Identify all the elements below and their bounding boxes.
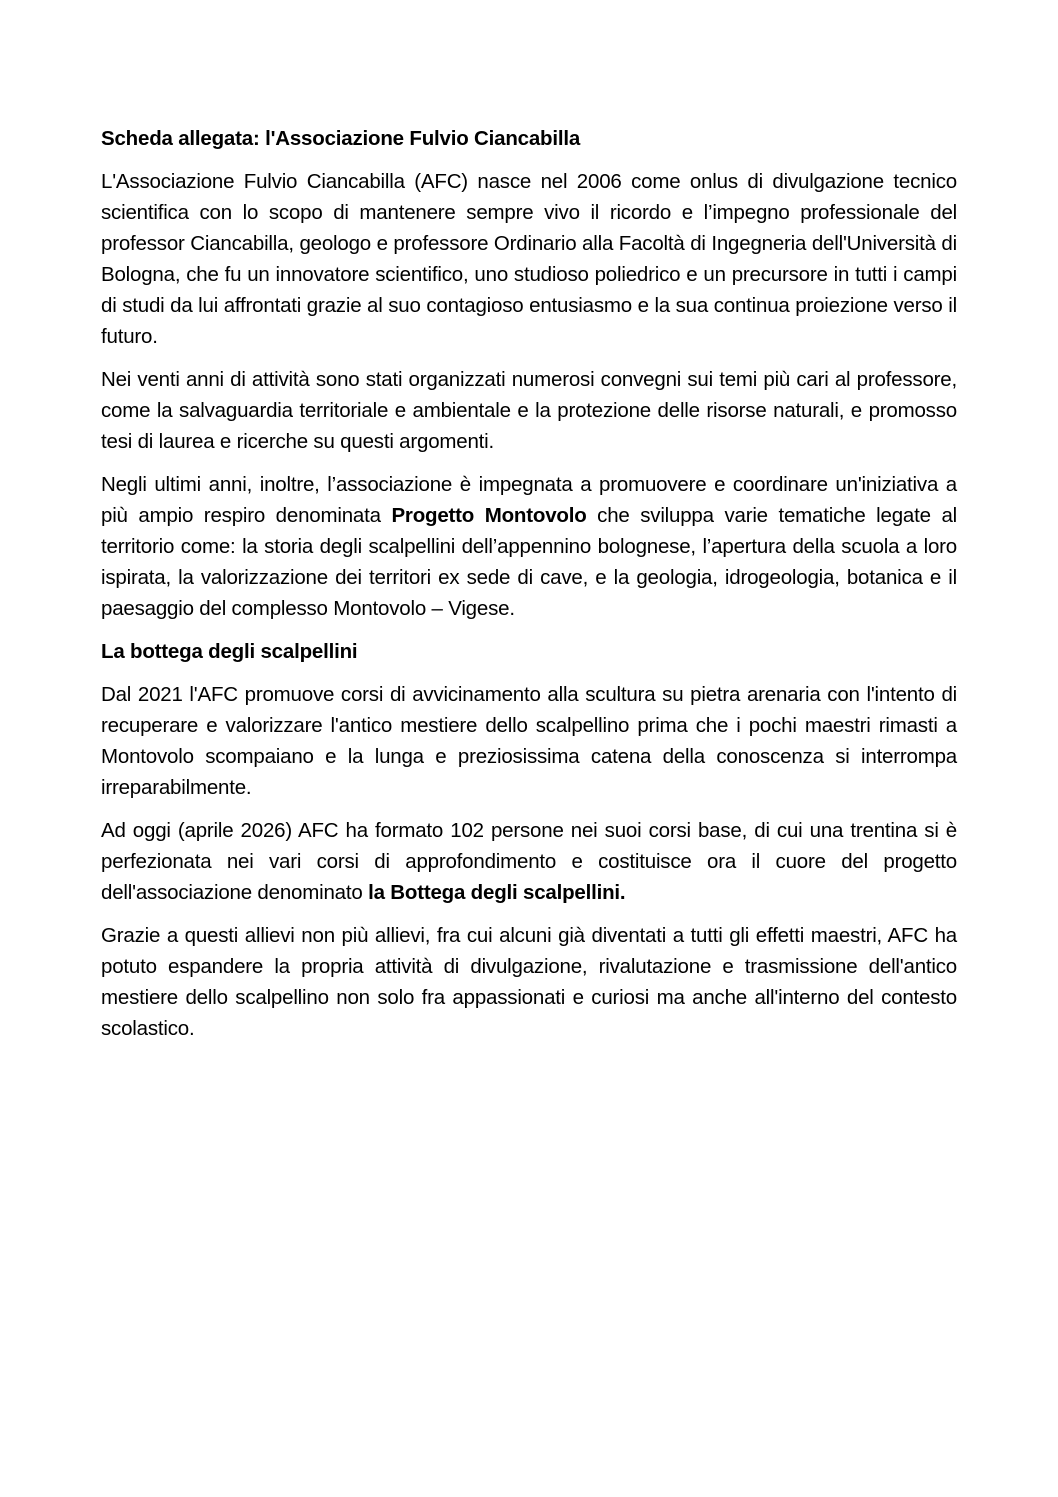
paragraph-ad-oggi-pre: Ad oggi (aprile 2026) AFC ha formato 102 persone nei suoi corsi base, di cui una trentina si è perfezionata nei vari corsi di approfondimento e costituisce ora il cuore del progetto dell'associazione denominato: [101, 819, 957, 904]
paragraph-progetto-montovolo-pre: Negli ultimi anni, inoltre, l’associazione è impegnata a promuovere e coordinare un'iniziativa a più ampio respiro denominata: [101, 473, 957, 527]
paragraph-dal-2021: [101, 679, 957, 803]
bold-progetto-montovolo: Progetto Montovolo: [391, 504, 587, 527]
paragraph-progetto-montovolo: [101, 469, 957, 624]
paragraph-afc-intro: [101, 166, 957, 352]
paragraph-venti-anni: [101, 364, 957, 457]
paragraph-venti-anni-text: Nei venti anni di attività sono stati organizzati numerosi convegni sui temi più cari al professore, come la salvaguardia territoriale e ambientale e la protezione delle risorse naturali, e promosso tesi di laurea e ricerche su questi argomenti.: [101, 368, 957, 453]
document-content: [101, 123, 957, 1056]
heading-scheda-allegata: Scheda allegata: l'Associazione Fulvio Ciancabilla: [101, 127, 581, 150]
paragraph-grazie-allievi: [101, 920, 957, 1044]
paragraph-ad-oggi: [101, 815, 957, 908]
heading-la-bottega: La bottega degli scalpellini: [101, 640, 358, 663]
bold-bottega-degli-scalpellini: la Bottega degli scalpellini.: [368, 881, 626, 904]
paragraph-dal-2021-text: Dal 2021 l'AFC promuove corsi di avvicinamento alla scultura su pietra arenaria con l'intento di recuperare e valorizzare l'antico mestiere dello scalpellino prima che i pochi maestri rimasti a Montovolo scompaiano e la lunga e preziosissima catena della conoscenza si interrompa irreparabilmente.: [101, 683, 957, 799]
paragraph-grazie-allievi-text: Grazie a questi allievi non più allievi, fra cui alcuni già diventati a tutti gli effetti maestri, AFC ha potuto espandere la propria attività di divulgazione, rivalutazione e trasmissione dell'antico mestiere dello scalpellino non solo fra appassionati e curiosi ma anche all'interno del contesto scolastico.: [101, 924, 957, 1040]
paragraph-afc-intro-text: L'Associazione Fulvio Ciancabilla (AFC) nasce nel 2006 come onlus di divulgazione tecnico scientifica con lo scopo di mantenere sempre vivo il ricordo e l’impegno professionale del professor Ciancabilla, geologo e professore Ordinario alla Facoltà di Ingegneria dell'Università di Bologna, che fu un innovatore scientifico, uno studioso poliedrico e un precursore in tutti i campi di studi da lui affrontati grazie al suo contagioso entusiasmo e la sua continua proiezione verso il futuro.: [101, 170, 957, 348]
paragraph-progetto-montovolo-post: che sviluppa varie tematiche legate al territorio come: la storia degli scalpellini dell’appennino bolognese, l’apertura della scuola a loro ispirata, la valorizzazione dei territori ex sede di cave, e la geologia, idrogeologia, botanica e il paesaggio del complesso Montovolo – Vigese.: [101, 504, 957, 620]
